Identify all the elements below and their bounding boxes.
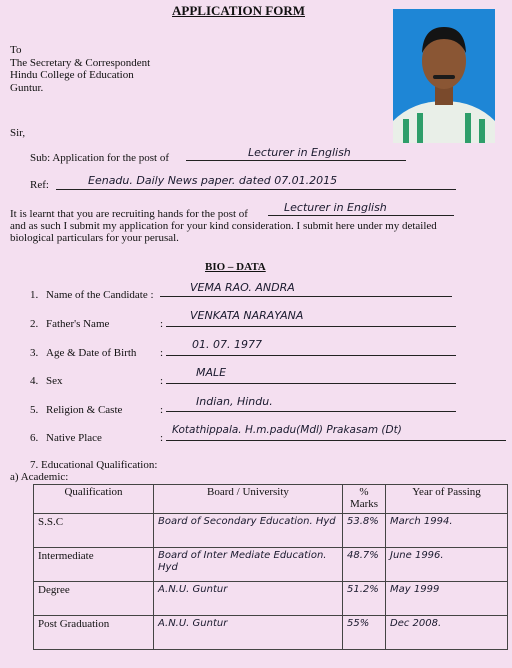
qualification-table: [33, 484, 508, 650]
field-number: 1.: [30, 289, 39, 301]
table-row: [34, 514, 508, 548]
field-number: 5.: [30, 404, 39, 416]
salutation: Sir,: [10, 127, 26, 139]
board-cell: A.N.U. Guntur: [154, 616, 343, 650]
ref-underline: [56, 189, 456, 190]
table-header-row: [34, 485, 508, 514]
field-underline: [166, 411, 456, 412]
marks-cell: 55%: [343, 616, 386, 650]
year-cell: May 1999: [386, 582, 508, 616]
field-underline: [166, 440, 506, 441]
sub-underline: [186, 160, 406, 161]
address-to: To: [10, 44, 22, 56]
field-colon: :: [160, 347, 164, 359]
field-colon: :: [160, 432, 164, 444]
table-row: [34, 616, 508, 650]
address-line: Guntur.: [10, 81, 44, 94]
marks-cell: 48.7%: [343, 548, 386, 582]
address-line: Hindu College of Education: [10, 69, 134, 81]
para-line: and as such I submit my application for your kind consideration. I submit here under my detailed: [10, 220, 437, 232]
bio-data-title: BIO – DATA: [205, 261, 266, 273]
dob-value: 01. 07. 1977: [192, 338, 262, 351]
field-number: 2.: [30, 318, 39, 330]
field-label: Father's Name: [46, 318, 110, 330]
qualification-cell: S.S.C: [34, 514, 154, 548]
field-underline: [160, 296, 452, 297]
para-start: It is learnt that you are recruiting hands for the post of: [10, 208, 248, 220]
qualification-cell: Intermediate: [34, 548, 154, 582]
qualification-cell: Post Graduation: [34, 616, 154, 650]
religion-value: Indian, Hindu.: [196, 395, 273, 408]
table-row: [34, 548, 508, 582]
table-row: [34, 582, 508, 616]
sub-label: Sub: Application for the post of: [30, 152, 170, 164]
field-label: Sex: [46, 375, 63, 387]
column-header: Year of Passing: [386, 485, 508, 514]
native-place-value: Kotathippala. H.m.padu(Mdl) Prakasam (Dt): [172, 424, 402, 436]
field-underline: [166, 326, 456, 327]
field-colon: :: [160, 318, 164, 330]
ref-label: Ref:: [30, 179, 49, 191]
para-value: Lecturer in English: [284, 201, 387, 214]
marks-cell: 51.2%: [343, 582, 386, 616]
marks-cell: 53.8%: [343, 514, 386, 548]
year-cell: Dec 2008.: [386, 616, 508, 650]
field-underline: [166, 383, 456, 384]
field-colon: :: [160, 375, 164, 387]
column-header: Board / University: [154, 485, 343, 514]
candidate-name-value: VEMA RAO. ANDRA: [190, 281, 295, 294]
field-label: Name of the Candidate :: [46, 289, 154, 301]
year-cell: March 1994.: [386, 514, 508, 548]
board-cell: Board of Inter Mediate Education. Hyd: [154, 548, 343, 582]
field-number: 3.: [30, 347, 39, 359]
field-underline: [166, 355, 456, 356]
sub-value: Lecturer in English: [248, 146, 351, 159]
field-colon: :: [160, 404, 164, 416]
field-number: 6.: [30, 432, 39, 444]
qualification-cell: Degree: [34, 582, 154, 616]
field-number: 4.: [30, 375, 39, 387]
board-cell: A.N.U. Guntur: [154, 582, 343, 616]
para-underline: [268, 215, 454, 216]
form-title: APPLICATION FORM: [172, 3, 306, 18]
board-cell: Board of Secondary Education. Hyd: [154, 514, 343, 548]
recipient-address: [10, 44, 150, 94]
year-cell: June 1996.: [386, 548, 508, 582]
sex-value: MALE: [196, 366, 227, 379]
field-label: Religion & Caste: [46, 404, 123, 416]
academic-label: a) Academic:: [10, 471, 69, 483]
para-line: biological particulars for your perusal.: [10, 232, 179, 244]
column-header: % Marks: [343, 485, 386, 514]
ref-value: Eenadu. Daily News paper. dated 07.01.2015: [88, 174, 338, 187]
field-label: Native Place: [46, 432, 102, 444]
applicant-photo: [393, 9, 495, 143]
column-header: Qualification: [34, 485, 154, 514]
father-name-value: VENKATA NARAYANA: [190, 309, 304, 322]
address-line: The Secretary & Correspondent: [10, 56, 151, 69]
field-label: Age & Date of Birth: [46, 347, 137, 359]
edu-label: 7. Educational Qualification:: [30, 459, 158, 471]
